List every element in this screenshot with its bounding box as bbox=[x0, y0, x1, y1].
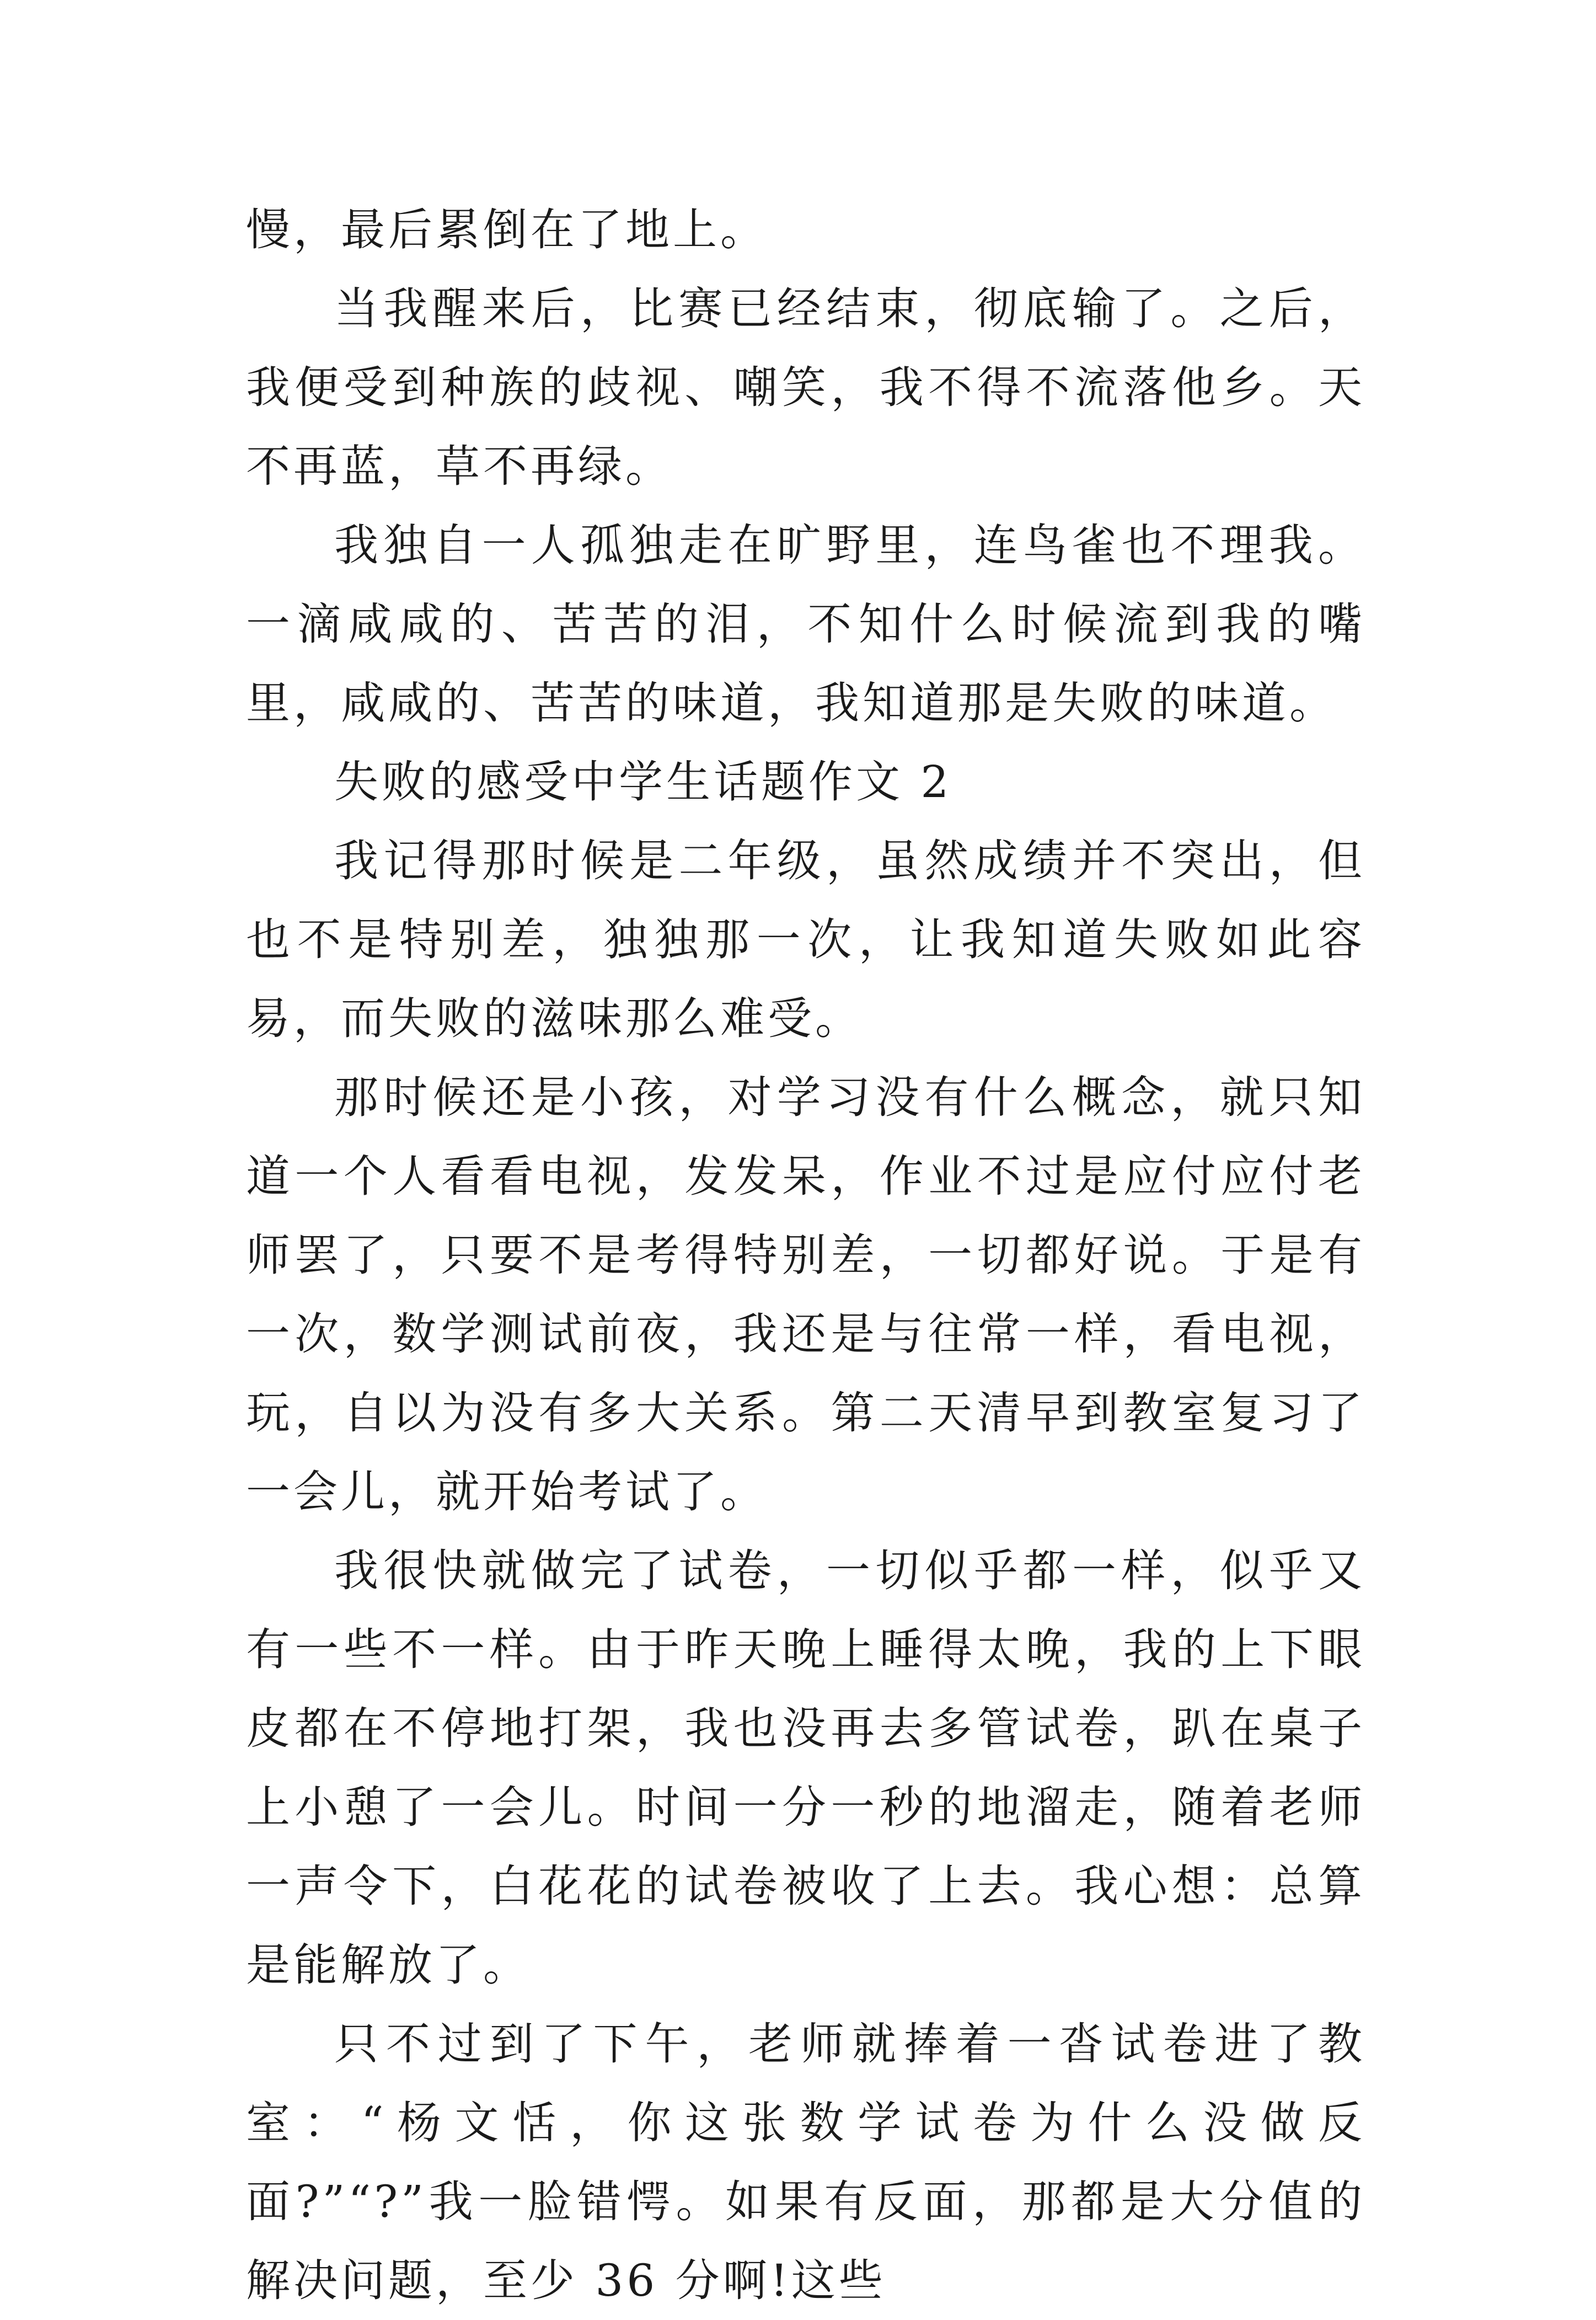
paragraph: 我独自一人孤独走在旷野里，连鸟雀也不理我。一滴咸咸的、苦苦的泪，不知什么时候流到我的嘴里，咸咸的、苦苦的味道，我知道那是失败的味道。 bbox=[246, 520, 1365, 729]
paragraph: 我记得那时候是二年级，虽然成绩并不突出，但也不是特别差，独独那一次，让我知道失败如此容易，而失败的滋味那么难受。 bbox=[246, 835, 1365, 1044]
paragraph: 那时候还是小孩，对学习没有什么概念，就只知道一个人看看电视，发发呆，作业不过是应付应付老师罢了，只要不是考得特别差，一切都好说。于是有一次，数学测试前夜，我还是与往常一样，看电视，玩，自以为没有多大关系。第二天清早到教室复习了一会儿，就开始考试了。 bbox=[246, 1072, 1365, 1517]
paragraph: 慢，最后累倒在了地上。 bbox=[246, 204, 768, 255]
essay-heading: 失败的感受中学生话题作文 2 bbox=[334, 756, 952, 808]
paragraph: 当我醒来后，比赛已经结束，彻底输了。之后，我便受到种族的歧视、嘲笑，我不得不流落他乡。天不再蓝，草不再绿。 bbox=[246, 283, 1365, 492]
paragraph: 只不过到了下午，老师就捧着一沓试卷进了教室：“杨文恬，你这张数学试卷为什么没做反面?”“?”我一脸错愕。如果有反面，那都是大分值的解决问题，至少 36 分啊!这些 bbox=[246, 2018, 1365, 2306]
paragraph: 我很快就做完了试卷，一切似乎都一样，似乎又有一些不一样。由于昨天晚上睡得太晚，我的上下眼皮都在不停地打架，我也没再去多管试卷，趴在桌子上小憩了一会儿。时间一分一秒的地溜走，随着老师一声令下，白花花的试卷被收了上去。我心想：总算是能解放了。 bbox=[246, 1545, 1365, 1991]
document-body bbox=[246, 190, 1365, 2320]
